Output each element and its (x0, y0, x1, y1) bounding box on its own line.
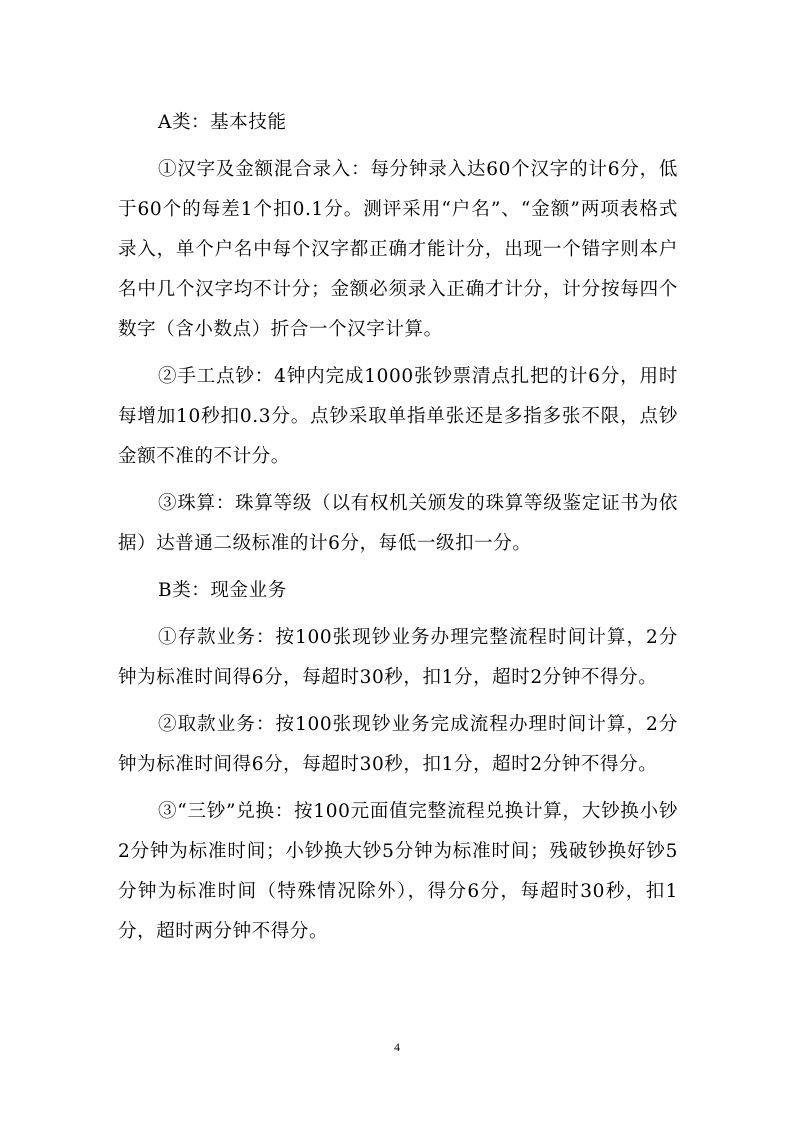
section-heading-a: A类：基本技能 (158, 112, 287, 133)
paragraph-a1-text-entry: ①汉字及金额混合录入：每分钟录入达60个汉字的计6分，低于60个的每差1个扣0.1分。测评采用“户名”、“金额”两项表格式录入，单个户名中每个汉字都正确才能计分，出现一个错字则本户名中几个汉字均不计分；金额必须录入正确才计分，计分按每四个数字（含小数点）折合一个汉字计算。 (118, 159, 678, 340)
page-number: 4 (394, 1040, 400, 1054)
document-body (118, 103, 678, 959)
paragraph-a3-abacus: ③珠算：珠算等级（以有权机关颁发的珠算等级鉴定证书为依据）达普通二级标准的计6分，每低一级扣一分。 (118, 493, 678, 554)
paragraph-b1-deposit: ①存款业务：按100张现钞业务办理完整流程时间计算，2分钟为标准时间得6分，每超时30秒，扣1分，超时2分钟不得分。 (118, 627, 678, 688)
paragraph-b2-withdrawal: ②取款业务：按100张现钞业务完成流程办理时间计算，2分钟为标准时间得6分，每超时30秒，扣1分，超时2分钟不得分。 (118, 714, 678, 775)
section-heading-b: B类：现金业务 (158, 580, 287, 601)
paragraph-a2-manual-counting: ②手工点钞：4钟内完成1000张钞票清点扎把的计6分，用时每增加10秒扣0.3分。点钞采取单指单张还是多指多张不限，点钞金额不准的不计分。 (118, 366, 678, 467)
paragraph-b3-exchange: ③“三钞”兑换：按100元面值完整流程兑换计算，大钞换小钞2分钟为标准时间；小钞换大钞5分钟为标准时间；残破钞换好钞5分钟为标准时间（特殊情况除外），得分6分，每超时30秒，扣1分，超时两分钟不得分。 (118, 801, 678, 942)
